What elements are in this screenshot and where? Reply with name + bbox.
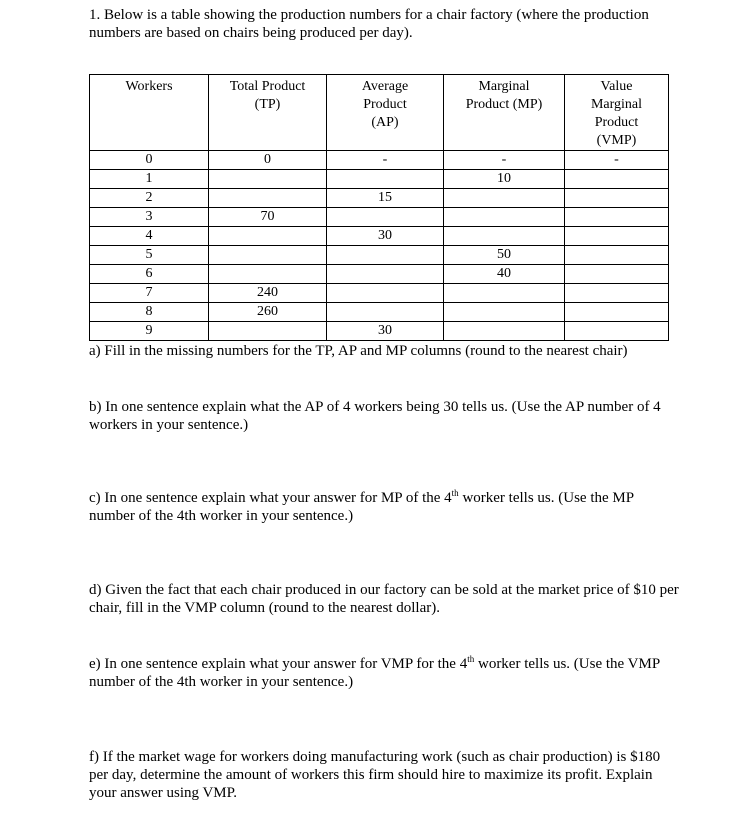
cell-ap: -: [327, 151, 444, 170]
cell-vmp: [565, 170, 669, 189]
cell-mp: 10: [444, 170, 565, 189]
cell-workers: 0: [90, 151, 209, 170]
cell-ap: 15: [327, 189, 444, 208]
header-total-product: Total Product (TP): [209, 75, 327, 151]
table-row: [90, 189, 669, 208]
cell-tp: [209, 189, 327, 208]
cell-ap: 30: [327, 322, 444, 341]
production-table: [89, 74, 669, 341]
cell-tp: 0: [209, 151, 327, 170]
cell-workers: 2: [90, 189, 209, 208]
cell-vmp: [565, 246, 669, 265]
cell-workers: 1: [90, 170, 209, 189]
header-marginal-product: Marginal Product (MP): [444, 75, 565, 151]
table-row: [90, 322, 669, 341]
header-workers: Workers: [90, 75, 209, 151]
question-c-sup: th: [451, 488, 459, 498]
cell-ap: [327, 284, 444, 303]
table-row: [90, 151, 669, 170]
cell-ap: [327, 246, 444, 265]
question-c-text-rest: worker tells us. (Use the MP number of the 4th worker in your sentence.): [89, 490, 634, 524]
cell-vmp: [565, 189, 669, 208]
question-c-text: c) In one sentence explain what your answer for MP of the 4: [89, 490, 452, 506]
cell-tp: [209, 170, 327, 189]
header-average-product: Average Product (AP): [327, 75, 444, 151]
cell-ap: [327, 265, 444, 284]
cell-workers: 4: [90, 227, 209, 246]
cell-ap: [327, 208, 444, 227]
cell-mp: [444, 227, 565, 246]
cell-tp: [209, 246, 327, 265]
cell-vmp: [565, 265, 669, 284]
cell-mp: [444, 322, 565, 341]
cell-ap: [327, 170, 444, 189]
table-row: [90, 303, 669, 322]
table-row: [90, 246, 669, 265]
cell-tp: 240: [209, 284, 327, 303]
cell-mp: -: [444, 151, 565, 170]
cell-tp: 260: [209, 303, 327, 322]
cell-vmp: [565, 284, 669, 303]
cell-tp: [209, 322, 327, 341]
cell-mp: [444, 208, 565, 227]
cell-workers: 6: [90, 265, 209, 284]
question-e: [89, 655, 679, 691]
table-row: [90, 284, 669, 303]
table-header-row: [90, 75, 669, 151]
table-row: [90, 227, 669, 246]
cell-workers: 7: [90, 284, 209, 303]
cell-vmp: [565, 227, 669, 246]
question-e-sup: th: [467, 654, 475, 664]
cell-ap: [327, 303, 444, 322]
question-e-text: e) In one sentence explain what your answer for VMP for the 4: [89, 656, 468, 672]
cell-vmp: -: [565, 151, 669, 170]
cell-mp: [444, 189, 565, 208]
question-a: a) Fill in the missing numbers for the TP, AP and MP columns (round to the nearest chair): [89, 343, 628, 359]
cell-workers: 5: [90, 246, 209, 265]
question-d: d) Given the fact that each chair produced in our factory can be sold at the market price of $10 per chair, fill in the VMP column (round to the nearest dollar).: [89, 582, 679, 616]
cell-mp: 50: [444, 246, 565, 265]
cell-tp: 70: [209, 208, 327, 227]
question-f: f) If the market wage for workers doing manufacturing work (such as chair production) is $180 per day, determine the amount of workers this firm should hire to maximize its profit. Explain your answer using VMP.: [89, 749, 661, 801]
question-b: b) In one sentence explain what the AP of 4 workers being 30 tells us. (Use the AP number of 4 workers in your sentence.): [89, 399, 661, 433]
cell-vmp: [565, 303, 669, 322]
intro-text: 1. Below is a table showing the production numbers for a chair factory (where the production numbers are based on chairs being produced per day).: [89, 7, 649, 41]
cell-workers: 8: [90, 303, 209, 322]
header-value-marginal-product: Value Marginal Product (VMP): [565, 75, 669, 151]
question-e-text-rest: worker tells us. (Use the VMP number of the 4th worker in your sentence.): [89, 656, 660, 690]
cell-tp: [209, 265, 327, 284]
question-c: [89, 489, 679, 525]
cell-vmp: [565, 322, 669, 341]
cell-workers: 3: [90, 208, 209, 227]
table-row: [90, 265, 669, 284]
table-row: [90, 170, 669, 189]
cell-vmp: [565, 208, 669, 227]
cell-mp: 40: [444, 265, 565, 284]
cell-mp: [444, 303, 565, 322]
table-row: [90, 208, 669, 227]
cell-ap: 30: [327, 227, 444, 246]
cell-workers: 9: [90, 322, 209, 341]
cell-mp: [444, 284, 565, 303]
cell-tp: [209, 227, 327, 246]
